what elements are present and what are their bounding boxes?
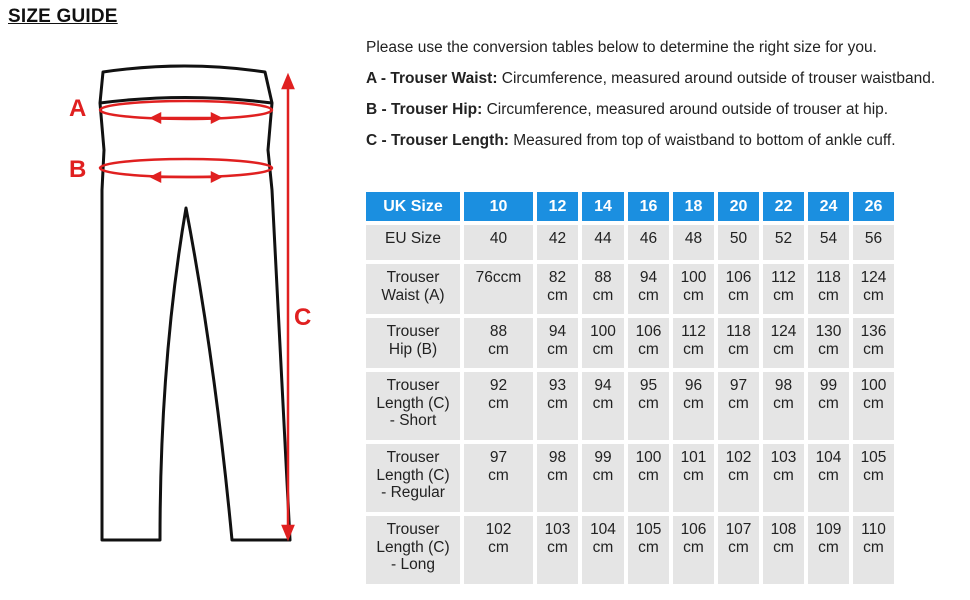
size-value-line: 102 <box>725 449 752 466</box>
definition-hip <box>366 100 956 119</box>
uk-size-header: UK Size <box>366 192 460 221</box>
size-value-line: 88 <box>489 323 508 340</box>
size-value-cell <box>537 318 578 368</box>
table-row <box>366 516 894 584</box>
size-value-line: 56 <box>864 230 883 247</box>
size-value-line: 118 <box>726 323 751 340</box>
intro-section <box>366 38 956 162</box>
size-value-cell <box>808 318 849 368</box>
size-value-line: cm <box>638 286 659 304</box>
size-header-cell: 22 <box>763 192 804 221</box>
size-header-cell: 24 <box>808 192 849 221</box>
size-header-row <box>366 192 894 221</box>
row-label-line: Length (C) <box>376 394 450 412</box>
size-value-line: cm <box>773 286 794 304</box>
size-value-cell <box>464 264 533 314</box>
size-value-line: 130 <box>815 323 842 340</box>
row-label-line: Trouser <box>386 521 440 538</box>
size-value-line: cm <box>863 394 884 412</box>
size-value-cell <box>464 372 533 440</box>
row-label-line: EU Size <box>385 230 441 247</box>
trouser-outline <box>100 66 290 540</box>
size-header-cell: 20 <box>718 192 759 221</box>
row-label-line: Trouser <box>386 377 440 394</box>
size-value-cell <box>537 372 578 440</box>
size-value-line: 97 <box>729 377 748 394</box>
size-value-line: cm <box>683 538 704 556</box>
size-value-cell <box>582 516 624 584</box>
definition-term: A - Trouser Waist: <box>366 70 498 87</box>
size-value-line: 112 <box>681 323 706 340</box>
size-value-line: 109 <box>815 521 842 538</box>
size-value-line: 107 <box>725 521 752 538</box>
size-value-line: cm <box>638 538 659 556</box>
size-value-cell <box>464 516 533 584</box>
definition-waist <box>366 69 956 88</box>
definition-term: B - Trouser Hip: <box>366 101 483 118</box>
size-value-cell <box>718 372 759 440</box>
size-value-line: cm <box>683 394 704 412</box>
size-value-line: 40 <box>489 230 508 247</box>
size-value-line: 54 <box>819 230 838 247</box>
row-label-line: Length (C) <box>376 466 450 484</box>
size-value-cell <box>718 516 759 584</box>
size-value-cell <box>582 372 624 440</box>
size-value-cell <box>673 372 714 440</box>
definition-text: Circumference, measured around outside of trouser waistband. <box>497 70 936 87</box>
size-value-line: cm <box>547 286 568 304</box>
size-value-cell <box>763 264 804 314</box>
size-value-line: 44 <box>594 230 612 247</box>
size-value-line: 105 <box>860 449 887 466</box>
label-a: A <box>69 95 87 122</box>
size-value-cell <box>673 516 714 584</box>
size-value-line: cm <box>547 394 568 412</box>
size-value-line: cm <box>638 394 659 412</box>
size-value-cell <box>853 444 894 512</box>
size-value-line: cm <box>488 340 509 358</box>
size-header-cell: 10 <box>464 192 533 221</box>
size-value-line: 94 <box>548 323 567 340</box>
size-value-cell <box>628 516 669 584</box>
size-value-line: cm <box>488 538 509 556</box>
size-value-line: 136 <box>860 323 887 340</box>
size-value-cell <box>763 516 804 584</box>
size-value-line: cm <box>683 286 704 304</box>
size-value-line: 99 <box>594 449 612 466</box>
size-value-line: 105 <box>635 521 662 538</box>
size-value-line: 110 <box>861 521 886 538</box>
size-value-line: cm <box>728 286 749 304</box>
size-value-cell <box>582 318 624 368</box>
size-table <box>362 188 898 588</box>
size-value-cell <box>537 516 578 584</box>
size-value-line: cm <box>818 340 839 358</box>
size-value-cell <box>628 318 669 368</box>
size-value-line: 124 <box>860 269 887 286</box>
row-label <box>366 225 460 260</box>
size-value-cell <box>537 225 578 260</box>
size-value-line: 124 <box>770 323 797 340</box>
label-c: C <box>294 304 312 331</box>
size-value-cell <box>718 264 759 314</box>
size-value-line: cm <box>547 538 568 556</box>
size-value-cell <box>808 372 849 440</box>
size-value-line: 98 <box>548 449 567 466</box>
size-value-line: 52 <box>774 230 793 247</box>
size-value-line: 108 <box>770 521 797 538</box>
row-label <box>366 264 460 314</box>
definition-term: C - Trouser Length: <box>366 132 509 149</box>
size-value-line: cm <box>773 538 794 556</box>
size-value-cell <box>628 264 669 314</box>
size-value-cell <box>718 318 759 368</box>
size-value-cell <box>718 444 759 512</box>
size-value-line: cm <box>638 340 659 358</box>
table-row <box>366 372 894 440</box>
size-value-line: 99 <box>819 377 838 394</box>
size-value-line: cm <box>863 286 884 304</box>
size-header-cell: 16 <box>628 192 669 221</box>
size-value-line: cm <box>818 466 839 484</box>
size-value-cell <box>673 225 714 260</box>
size-value-line: cm <box>773 466 794 484</box>
size-value-cell <box>537 444 578 512</box>
size-value-cell <box>853 225 894 260</box>
row-label-line: Waist (A) <box>381 286 445 304</box>
definition-length <box>366 131 956 150</box>
size-value-cell <box>582 264 624 314</box>
size-value-line: cm <box>863 466 884 484</box>
definition-text: Circumference, measured around outside of trouser at hip. <box>482 101 889 118</box>
size-value-line: cm <box>547 340 568 358</box>
size-value-line: 50 <box>729 230 748 247</box>
size-value-line: cm <box>818 286 839 304</box>
size-value-cell <box>808 444 849 512</box>
size-value-line: 82 <box>548 269 567 286</box>
size-value-line: 92 <box>489 377 508 394</box>
intro-lead: Please use the conversion tables below to determine the right size for you. <box>366 39 877 56</box>
row-label <box>366 372 460 440</box>
size-value-line: cm <box>818 538 839 556</box>
size-value-cell <box>628 444 669 512</box>
size-value-line: 106 <box>725 269 752 286</box>
size-value-line: 118 <box>816 269 841 286</box>
size-value-cell <box>853 516 894 584</box>
page-title: SIZE GUIDE <box>8 6 118 27</box>
size-value-line: cm <box>592 286 614 304</box>
size-value-line: 101 <box>680 449 707 466</box>
size-value-line: cm <box>592 340 614 358</box>
size-value-cell <box>763 225 804 260</box>
row-label-line: - Short <box>389 412 437 429</box>
row-label <box>366 516 460 584</box>
size-value-cell <box>718 225 759 260</box>
size-value-cell <box>628 225 669 260</box>
size-value-cell <box>853 372 894 440</box>
table-row <box>366 264 894 314</box>
size-value-cell <box>853 264 894 314</box>
row-label <box>366 318 460 368</box>
row-label-line: Trouser <box>386 269 440 286</box>
row-label-line: - Long <box>391 556 435 573</box>
size-value-cell <box>628 372 669 440</box>
size-value-line: cm <box>488 466 509 484</box>
size-value-line: 96 <box>684 377 703 394</box>
size-value-line: 76ccm <box>475 269 522 286</box>
size-value-cell <box>582 225 624 260</box>
label-b: B <box>69 156 87 183</box>
size-value-line: cm <box>863 538 884 556</box>
size-value-line: 103 <box>770 449 797 466</box>
table-row <box>366 444 894 512</box>
size-value-line: cm <box>592 466 614 484</box>
size-value-cell <box>808 264 849 314</box>
table-row <box>366 318 894 368</box>
size-value-line: 104 <box>815 449 842 466</box>
size-value-line: 97 <box>489 449 508 466</box>
size-table-body <box>366 225 894 584</box>
size-value-line: 106 <box>635 323 662 340</box>
definition-text: Measured from top of waistband to bottom of ankle cuff. <box>508 132 896 149</box>
size-value-line: 100 <box>680 269 707 286</box>
size-value-cell <box>763 318 804 368</box>
size-header-cell: 18 <box>673 192 714 221</box>
size-value-cell <box>673 264 714 314</box>
size-value-line: 94 <box>639 269 658 286</box>
row-label-line: Trouser <box>386 449 440 466</box>
row-label-line: Length (C) <box>376 538 450 556</box>
size-value-line: 100 <box>590 323 616 340</box>
size-value-line: 46 <box>639 230 658 247</box>
row-label <box>366 444 460 512</box>
size-value-line: 112 <box>771 269 796 286</box>
size-header-cell: 14 <box>582 192 624 221</box>
size-value-line: cm <box>488 394 509 412</box>
size-value-line: 93 <box>548 377 567 394</box>
size-value-line: 94 <box>594 377 612 394</box>
size-value-cell <box>763 372 804 440</box>
size-value-cell <box>763 444 804 512</box>
size-value-cell <box>808 516 849 584</box>
size-value-line: cm <box>638 466 659 484</box>
size-value-line: cm <box>818 394 839 412</box>
size-value-line: cm <box>547 466 568 484</box>
size-value-line: 100 <box>860 377 887 394</box>
size-value-line: 102 <box>485 521 512 538</box>
size-value-line: 100 <box>635 449 662 466</box>
size-value-line: cm <box>728 538 749 556</box>
size-value-cell <box>464 444 533 512</box>
row-label-line: Trouser <box>386 323 440 340</box>
size-value-cell <box>673 444 714 512</box>
size-value-cell <box>808 225 849 260</box>
size-value-line: cm <box>863 340 884 358</box>
size-value-cell <box>464 225 533 260</box>
size-header-cell: 12 <box>537 192 578 221</box>
size-value-line: 48 <box>684 230 703 247</box>
size-value-cell <box>537 264 578 314</box>
size-value-line: 103 <box>544 521 571 538</box>
size-value-cell <box>853 318 894 368</box>
size-header-cell: 26 <box>853 192 894 221</box>
size-value-line: 98 <box>774 377 793 394</box>
size-value-cell <box>673 318 714 368</box>
size-value-line: 104 <box>590 521 616 538</box>
size-value-cell <box>464 318 533 368</box>
size-value-line: cm <box>773 340 794 358</box>
size-value-line: 106 <box>680 521 707 538</box>
size-value-line: 95 <box>639 377 658 394</box>
row-label-line: Hip (B) <box>388 340 438 358</box>
size-value-line: 42 <box>548 230 567 247</box>
size-value-cell <box>582 444 624 512</box>
trouser-diagram <box>60 60 340 560</box>
size-value-line: cm <box>683 466 704 484</box>
size-value-line: 88 <box>594 269 612 286</box>
table-row <box>366 225 894 260</box>
size-value-line: cm <box>592 394 614 412</box>
size-value-line: cm <box>773 394 794 412</box>
size-value-line: cm <box>728 394 749 412</box>
size-value-line: cm <box>592 538 614 556</box>
size-value-line: cm <box>728 340 749 358</box>
row-label-line: - Regular <box>381 484 445 501</box>
size-value-line: cm <box>728 466 749 484</box>
size-value-line: cm <box>683 340 704 358</box>
